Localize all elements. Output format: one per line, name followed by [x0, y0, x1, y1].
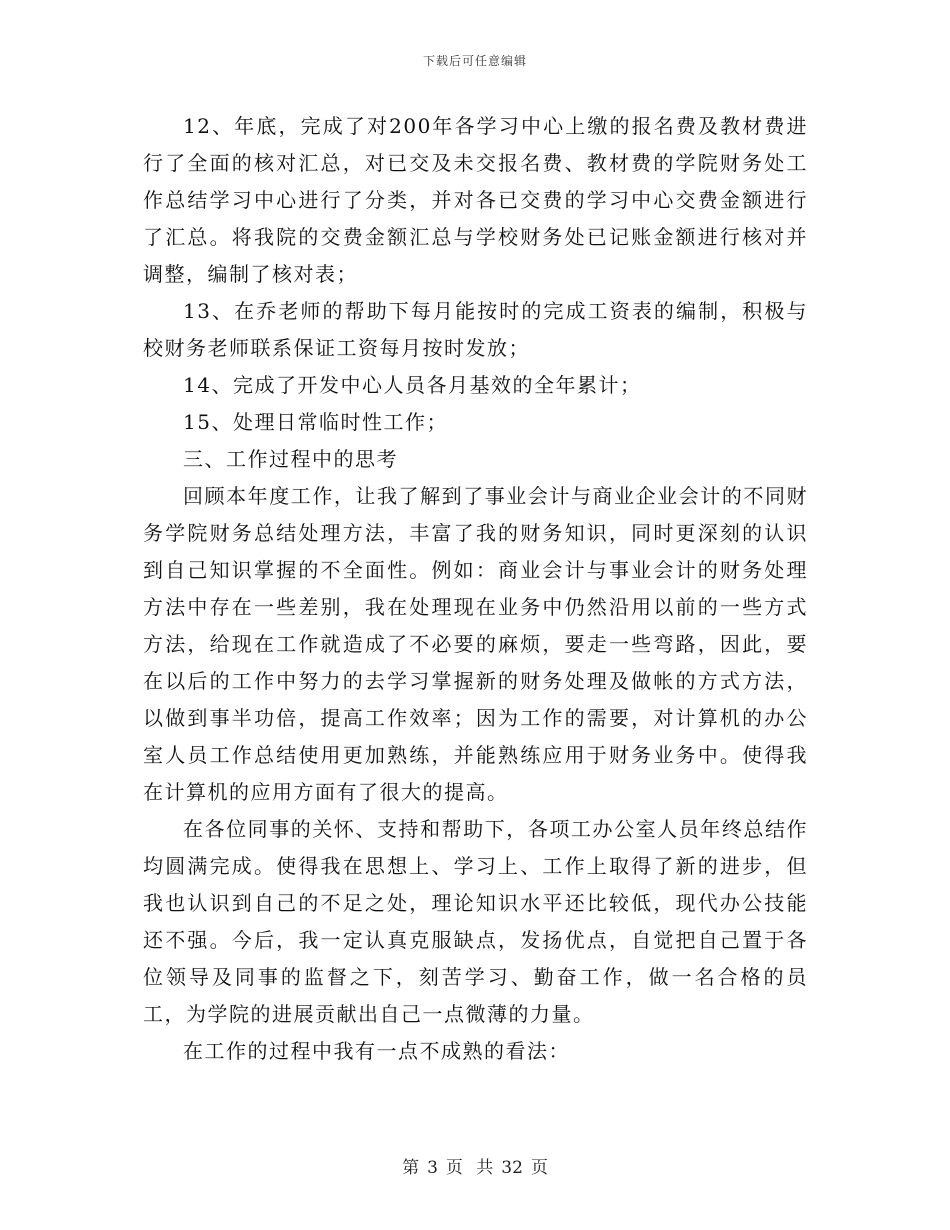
paragraph-item-15: 15、处理日常临时性工作； [183, 410, 448, 434]
paragraph-opinion-intro: 在工作的过程中我有一点不成熟的看法： [183, 1039, 570, 1063]
paragraph-item-14: 14、完成了开发中心人员各月基效的全年累计； [183, 373, 642, 397]
current-page-number: 3 [427, 1158, 438, 1178]
document-body [143, 108, 808, 1070]
paragraph-summary: 在各位同事的关怀、支持和帮助下，各项工办公室人员年终总结作均圆满完成。使得我在思想上、学习上、工作上取得了新的进步，但我也认识到自己的不足之处，理论知识水平还比较低，现代办公技能还不强。今后，我一定认真克服缺点，发扬优点，自觉把自己置于各位领导及同事的监督之下，刻苦学习、勤奋工作，做一名合格的员工，为学院的进展贡献出自己一点微薄的力量。 [143, 817, 808, 1026]
paragraph-reflection: 回顾本年度工作，让我了解到了事业会计与商业企业会计的不同财务学院财务总结处理方法，丰富了我的财务知识，同时更深刻的认识到自己知识掌握的不全面性。例如：商业会计与事业会计的财务处理方法中存在一些差别，我在处理现在业务中仍然沿用以前的一些方式方法，给现在工作就造成了不必要的麻烦，要走一些弯路，因此，要在以后的工作中努力的去学习掌握新的财务处理及做帐的方式方法，以做到事半功倍，提高工作效率；因为工作的需要，对计算机的办公室人员工作总结使用更加熟练，并能熟练应用于财务业务中。使得我在计算机的应用方面有了很大的提高。 [143, 484, 808, 804]
paragraph-item-13: 13、在乔老师的帮助下每月能按时的完成工资表的编制，积极与校财务老师联系保证工资每月按时发放； [143, 299, 808, 360]
paragraph-item-12: 12、年底，完成了对200年各学习中心上缴的报名费及教材费进行了全面的核对汇总，对已交及未交报名费、教材费的学院财务处工作总结学习中心进行了分类，并对各已交费的学习中心交费金额进行了汇总。将我院的交费金额汇总与学校财务处已记账金额进行核对并调整，编制了核对表； [143, 114, 808, 286]
footer-middle: 页 共 [445, 1158, 494, 1178]
page-header: 下载后可任意编辑 [422, 54, 527, 68]
footer-prefix: 第 [402, 1158, 420, 1178]
section-heading: 三、工作过程中的思考 [183, 447, 398, 471]
total-pages-number: 32 [501, 1158, 523, 1178]
footer-suffix: 页 [530, 1158, 548, 1178]
page-footer [0, 1153, 950, 1178]
